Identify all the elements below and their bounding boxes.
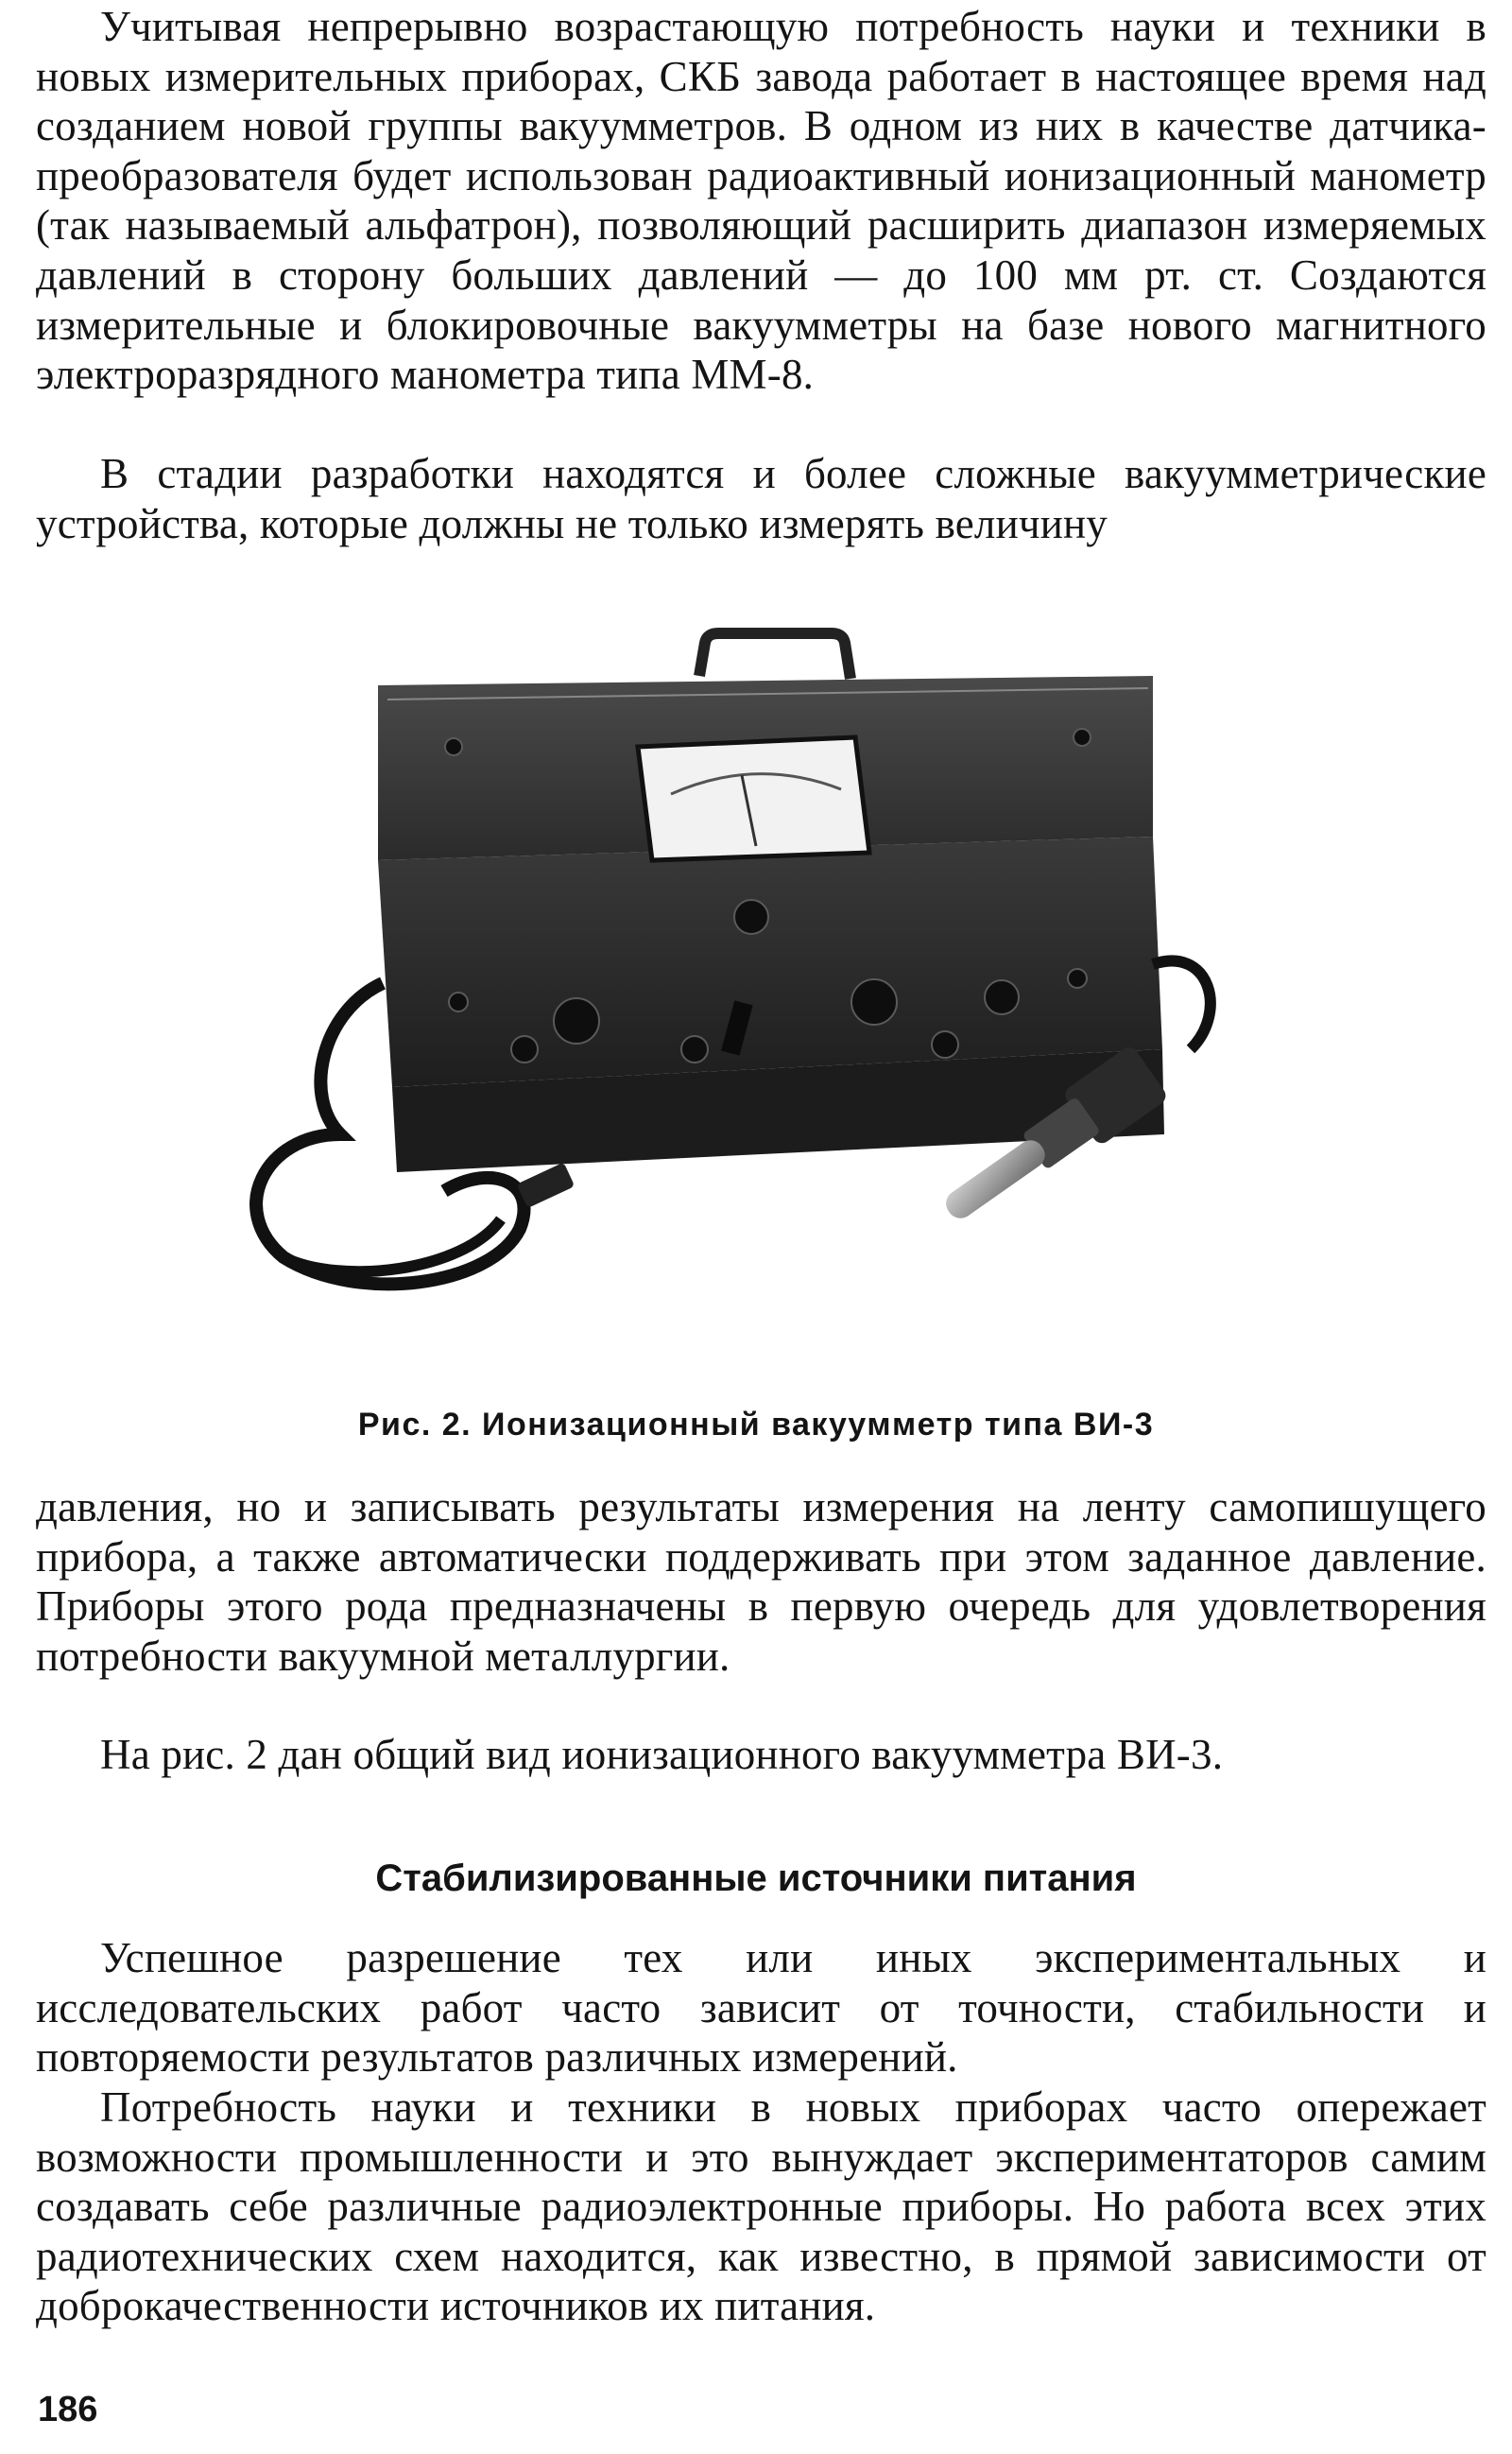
paragraph-continuation: давления, но и записывать результаты измерения на ленту самопишущего прибора, а также автоматически поддерживать при этом заданное давление. Приборы этого рода предназначены в первую очередь для удовлетворения потребности вакуумной металлургии.	[36, 1483, 1486, 1680]
figure-caption: Рис. 2. Ионизационный вакуумметр типа ВИ-3	[357, 1407, 1155, 1443]
paragraph-power-supplies: Потребность науки и техники в новых приборах часто опережает возможности промышленности и это вынуждает экспериментаторов самим создавать себе различные радиоэлектронные приборы. Но работа всех этих радиотехнических схем находится, как известно, в прямой зависимости от доброкачественности источников их питания.	[36, 2083, 1486, 2330]
paragraph-measurements: Успешное разрешение тех или иных экспериментальных и исследовательских работ часто зависит от точности, стабильности и повторяемости результатов различных измерений.	[36, 1934, 1486, 2082]
page-number: 186	[38, 2390, 98, 2429]
paragraph-intro: Учитывая непрерывно возрастающую потребность науки и техники в новых измерительных приборах, СКБ завода работает в настоящее время над созданием новой группы вакуумметров. В одном из них в качестве датчика-преобразователя будет использован радиоактивный ионизационный манометр (так называемый альфатрон), позволяющий расширить диапазон измеряемых давлений в сторону больших давлений — до 100 мм рт. ст. Создаются измерительные и блокировочные вакуумметры на базе нового магнитного электроразрядного манометра типа ММ-8.	[36, 3, 1486, 399]
section-heading: Стабилизированные источники питания	[375, 1858, 1137, 1899]
vacuum-gauge-photo	[208, 605, 1323, 1361]
paragraph-figure-reference: На рис. 2 дан общий вид ионизационного вакуумметра ВИ-3.	[100, 1731, 1224, 1778]
paragraph-development: В стадии разработки находятся и более сложные вакуумметрические устройства, которые должны не только измерять величину	[36, 450, 1486, 547]
